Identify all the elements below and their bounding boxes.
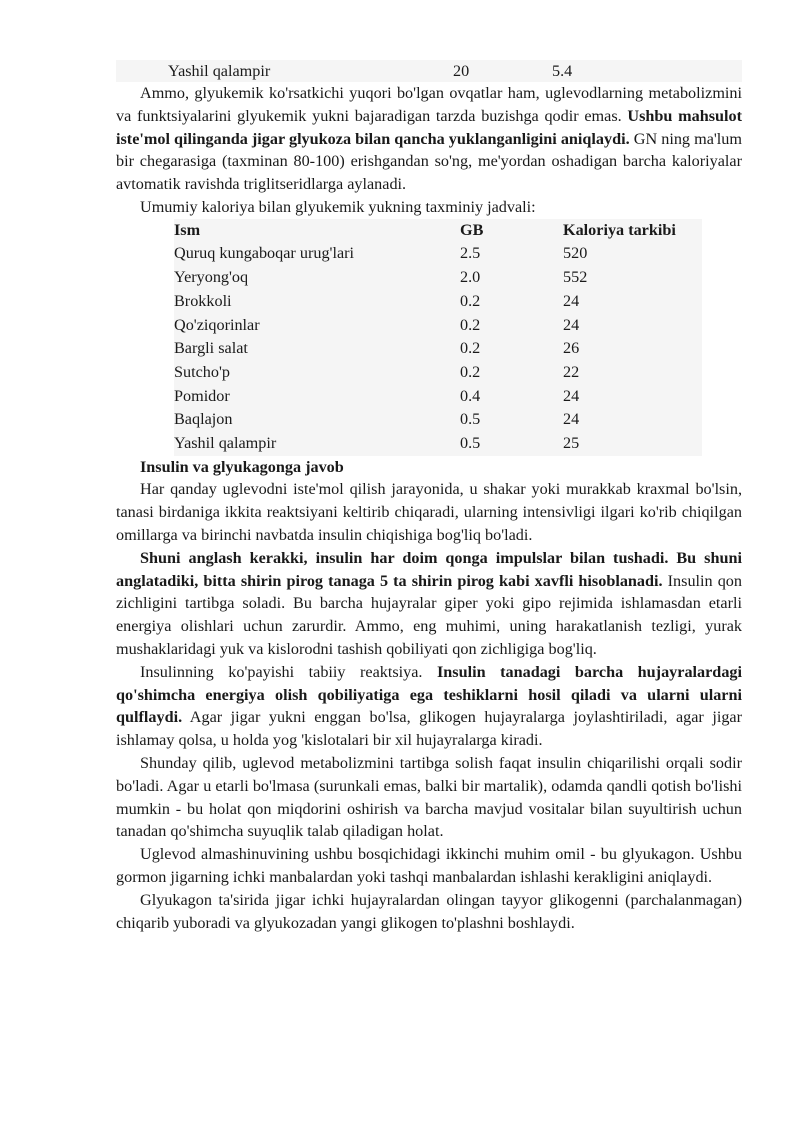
document-body — [116, 82, 742, 934]
table-row — [174, 385, 702, 409]
paragraph-4 — [116, 661, 742, 752]
cell-gb: 0.4 — [460, 386, 481, 405]
cell-calories: 520 — [563, 244, 588, 263]
table-row — [174, 408, 702, 432]
section-heading: Insulin va glyukagonga javob — [140, 457, 344, 476]
paragraph-5: Shunday qilib, uglevod metabolizmini tartibga solish faqat insulin chiqarilishi orqali sodir bo'ladi. Agar u etarli bo'lmasa (surunkali emas, balki bir martalik), odamda qandli qotish bo'lishi mumkin - bu holat qon miqdorini oshirish va barcha mavjud vositalar bilan suyultirish uchun tanadan qo'shimcha suyuqlik talab qiladigan holat. — [116, 754, 742, 841]
table-row-continued — [116, 60, 742, 82]
table-header-row — [174, 219, 702, 243]
cell-gb: 2.0 — [460, 268, 481, 287]
p4-text-a: Insulinning ko'payishi tabiiy reaktsiya. — [140, 662, 423, 681]
table-row — [174, 290, 702, 314]
paragraph-2: Har qanday uglevodni iste'mol qilish jarayonida, u shakar yoki murakkab kraxmal bo'lsin, tanasi birdaniga ikkita reaktsiyani keltirib chiqaradi, ularning intensivligi ilgari ko'rib chiqilgan omillarga va birinchi navbatda insulin chiqishiga bog'liq bo'ladi. — [116, 480, 742, 545]
cell-calories: 24 — [563, 386, 580, 405]
p1-text-a: Ammo, glyukemik ko'rsatkichi yuqori bo'lgan ovqatlar ham, uglevodlarning metabolizmini va funktsiyalarini glyukemik yukni bajaradigan tarzda buzishga qodir emas. — [116, 84, 742, 125]
table-row — [174, 361, 702, 385]
cell-name: Bargli salat — [174, 339, 248, 358]
p1-bold: Ushbu mahsulot iste'mol qilinganda jigar glyukoza bilan qancha yuklanganligini aniqlaydi. — [116, 106, 742, 148]
cell-name: Brokkoli — [174, 291, 232, 310]
cell-name: Yashil qalampir — [174, 433, 277, 452]
header-name: Ism — [174, 220, 201, 239]
header-calories: Kaloriya tarkibi — [563, 220, 676, 239]
cell-gb: 2.5 — [460, 244, 481, 263]
cell-gb: 0.2 — [460, 315, 481, 334]
paragraph-3 — [116, 547, 742, 661]
cell-name: Sutcho'p — [174, 362, 230, 381]
cell-name: Qo'ziqorinlar — [174, 315, 260, 334]
table-row — [174, 432, 702, 456]
cell-gb: 0.2 — [460, 362, 481, 381]
cell-calories: 24 — [563, 410, 580, 429]
p3-bold: Shuni anglash kerakki, insulin har doim qonga impulslar bilan tushadi. Bu shuni anglatadiki, bitta shirin pirog tanaga 5 ta shirin pirog kabi xavfli hisoblanadi. — [116, 548, 742, 590]
table-row — [174, 266, 702, 290]
header-gb: GB — [460, 220, 484, 239]
cell-calories: 25 — [563, 433, 580, 452]
cell-calories: 26 — [563, 339, 580, 358]
p1-text-c: GN ning ma'lum bir chegarasiga (taxminan 80-100) erishgandan so'ng, me'yordan oshadigan barcha kaloriyalar avtomatik ravishda triglitseridlarga aylanadi. — [116, 129, 742, 194]
p4-bold: Insulin tanadagi barcha hujayralardagi qo'shimcha energiya olish qobiliyatiga ega teshiklarni hosil qiladi va ularni ularni qulflaydi. — [116, 662, 742, 727]
cell-name: Pomidor — [174, 386, 230, 405]
top-row-gb: 20 — [453, 62, 470, 80]
cell-gb: 0.5 — [460, 410, 481, 429]
paragraph-7: Glyukagon ta'sirida jigar ichki hujayralardan olingan tayyor glikogenni (parchalanmagan) chiqarib yuboradi va glyukozadan yangi glikogen to'plashni boshlaydi. — [116, 890, 742, 932]
cell-name: Quruq kungaboqar urug'lari — [174, 244, 355, 263]
cell-gb: 0.2 — [460, 291, 481, 310]
p3-text: Insulin qon zichligini tartibga soladi. Bu barcha hujayralar giper yoki gipo rejimida ishlamasdan etarli energiya olishlari uchun zarurdir. Ammo, eng muhimi, uning harakatlanish tezligi, yurak mushaklaridagi yuk va kislorodni tashish qobiliyati qon zichligiga bog'liq. — [116, 571, 742, 659]
cell-name: Baqlajon — [174, 410, 233, 429]
cell-gb: 0.2 — [460, 339, 481, 358]
table-row — [174, 242, 702, 266]
cell-gb: 0.5 — [460, 433, 481, 452]
cell-name: Yeryong'oq — [174, 268, 249, 287]
cell-calories: 552 — [563, 268, 588, 287]
top-row-name: Yashil qalampir — [168, 62, 271, 80]
p4-text-c: Agar jigar yukni enggan bo'lsa, glikogen hujayralarga joylashtiriladi, agar jigar ishlamay qolsa, u holda yog 'kislotalari bir xil hujayralarga kiradi. — [116, 708, 743, 750]
table-row — [174, 337, 702, 361]
cell-calories: 24 — [563, 291, 580, 310]
table-row — [174, 314, 702, 338]
glycemic-table — [174, 219, 702, 456]
table-intro: Umumiy kaloriya bilan glyukemik yukning taxminiy jadvali: — [140, 197, 536, 216]
cell-calories: 22 — [563, 362, 580, 381]
top-row-kal: 5.4 — [552, 62, 573, 80]
paragraph-1 — [116, 82, 742, 196]
paragraph-6: Uglevod almashinuvining ushbu bosqichidagi ikkinchi muhim omil - bu glyukagon. Ushbu gormon jigarning ichki manbalardan yoki tashqi manbalardan ishlashi kerakligini aniqlaydi. — [116, 845, 742, 886]
cell-calories: 24 — [563, 315, 580, 334]
